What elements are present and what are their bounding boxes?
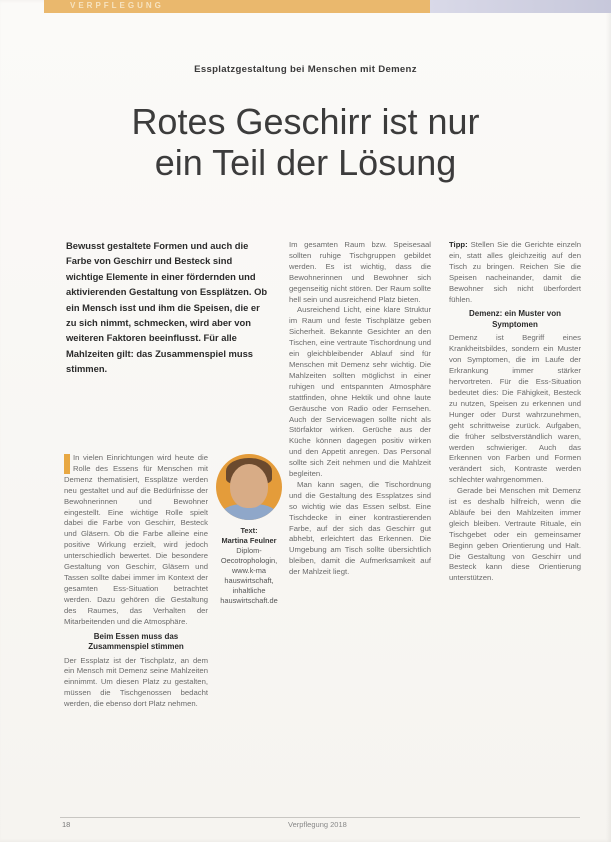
tip-box [449, 240, 581, 305]
section-label: VERPFLEGUNG [70, 1, 164, 10]
column-2 [289, 240, 431, 578]
headline-line-2: ein Teil der Lösung [154, 142, 457, 183]
column-2-paragraph-1: Im gesamten Raum bzw. Speisesaal sollten ruhige Tischgruppen gebildet werden. Es ist wichtig, dass die Bewohnerinnen und Bewohner sich gegenseitig nicht stören. Der Raum sollte hell sein und ausreichend Platz bieten. [289, 240, 431, 304]
section-bar-accent [430, 0, 611, 13]
headline-line-1: Rotes Geschirr ist nur [131, 101, 480, 142]
column-3 [449, 240, 581, 584]
author-photo [216, 454, 282, 520]
column-3-subhead: Demenz: ein Muster von Symptomen [468, 309, 561, 329]
page-number: 18 [62, 820, 71, 829]
column-2-paragraph-2: Ausreichend Licht, eine klare Struktur im Raum und feste Tischplätze geben Sicherheit. Bekannte Gesichter an den Tischen, eine vertraute Tischordnung und ein gleichbleibender Ablauf sind für Menschen mit Demenz sehr wichtig. Die Mahlzeiten sollten möglichst in einer ruhigen und entspannten Atmosphäre stattfinden, ohne Hektik und ohne laute Geräusche von Radio oder Fernsehen. Auch der Servicewagen sollte nicht als Störfaktor wirken. Gerüche aus der Küche können dagegen positiv wirken und den Appetit anregen. Das Personal sollte sich Zeit nehmen und die Mahlzeit begleiten. [289, 305, 431, 479]
column-3-paragraph-1: Demenz ist Begriff eines Krankheitsbildes, sondern ein Muster von Symptomen, die im Laufe der Erkrankung immer stärker hervortreten. Für die Ess-Situation bedeutet dies: Die Fähigkeit, Besteck zu nutzen, Speisen zu erkennen und Hunger oder Durst wahrzunehmen, geht schrittweise zurück. Aufgaben, die früher selbstverständlich waren, werden schwieriger. Auch das Erkennen von Farben und Formen verändert sich, Kontraste werden schlechter wahrgenommen. [449, 333, 581, 485]
author-name: Martina Feulner [221, 536, 277, 545]
tip-label: Tipp: [449, 240, 468, 249]
column-1-subhead: Beim Essen muss das Zusammenspiel stimmen [88, 631, 184, 651]
tip-text: Stellen Sie die Gerichte einzeln ein, statt alles gleichzeitig auf den Tisch zu bringen. Reichen Sie die Speisen nacheinander, damit die Bewohner sich nicht überfordert fühlen. [449, 240, 581, 304]
column-1 [64, 453, 208, 710]
article-kicker: Essplatzgestaltung bei Menschen mit Demenz [194, 64, 417, 75]
footer-magazine: Verpflegung 2018 [288, 820, 347, 829]
column-2-paragraph-3: Man kann sagen, die Tischordnung und die Gestaltung des Essplatzes sind so wichtig wie das Essen selbst. Eine Tischdecke in einer kontrastierenden Farbe, auf der sich das Geschirr gut abhebt, erleichtert das Erkennen. Die Umgebung am Tisch sollte übersichtlich bleiben, damit die Aufmerksamkeit auf der Mahlzeit liegt. [289, 479, 431, 577]
author-bio: Diplom-Oecotrophologin, www.k-ma hauswirtschaft, inhaltliche hauswirtschaft.de [220, 546, 278, 605]
footer-rule [60, 817, 580, 818]
drop-cap-marker [64, 454, 70, 474]
author-label: Text: [240, 526, 258, 535]
lead-paragraph: Bewusst gestaltete Formen und auch die Farbe von Geschirr und Besteck sind wichtige Elemente in einer fördernden und aktivierenden Gestaltung von Essplätzen. Ob ein Mensch isst und ihm die Speisen, die er zu sich nimmt, schmecken, wird aber von weiteren Faktoren beeinflusst. Für alle Mahlzeiten gilt: das Zusammenspiel muss stimmen. [66, 240, 268, 375]
column-1-paragraph-1: In vielen Einrichtungen wird heute die Rolle des Essens für Menschen mit Demenz thematisiert, Essplätze werden neu gestaltet und auf die Bedürfnisse der Bewohnerinnen und Bewohner eingestellt. Eine wichtige Rolle spielt dabei die Farbe von Geschirr, Besteck und Gläsern. Ob die Farbe alleine eine positive Wirkung erzielt, wird jedoch unterschiedlich bewertet. Die besondere Gestaltung von Geschirr, Gläsern und Tassen sollte dabei immer im Kontext der gesamten Ess-Situation betrachtet werden. Dazu gehören die Gestaltung des Raumes, das Verhalten der Mitarbeitenden und die Atmosphäre. [64, 453, 208, 626]
author-credit [212, 526, 286, 606]
article-headline [0, 101, 611, 183]
column-1-paragraph-2: Der Essplatz ist der Tischplatz, an dem ein Mensch mit Demenz seine Mahlzeiten einnimmt. Um diesen Platz zu gestalten, müssen die Tischgenossen bedacht werden, die ebenso dort Platz nehmen. [64, 655, 208, 709]
column-3-paragraph-2: Gerade bei Menschen mit Demenz ist es deshalb hilfreich, wenn die Abläufe bei den Mahlzeiten immer gleich bleiben. Vertraute Rituale, ein Tischgebet oder ein gemeinsamer Beginn geben Orientierung und Halt. Die Gestaltung von Geschirr und Besteck kann diese Orientierung unterstützen. [449, 486, 581, 583]
